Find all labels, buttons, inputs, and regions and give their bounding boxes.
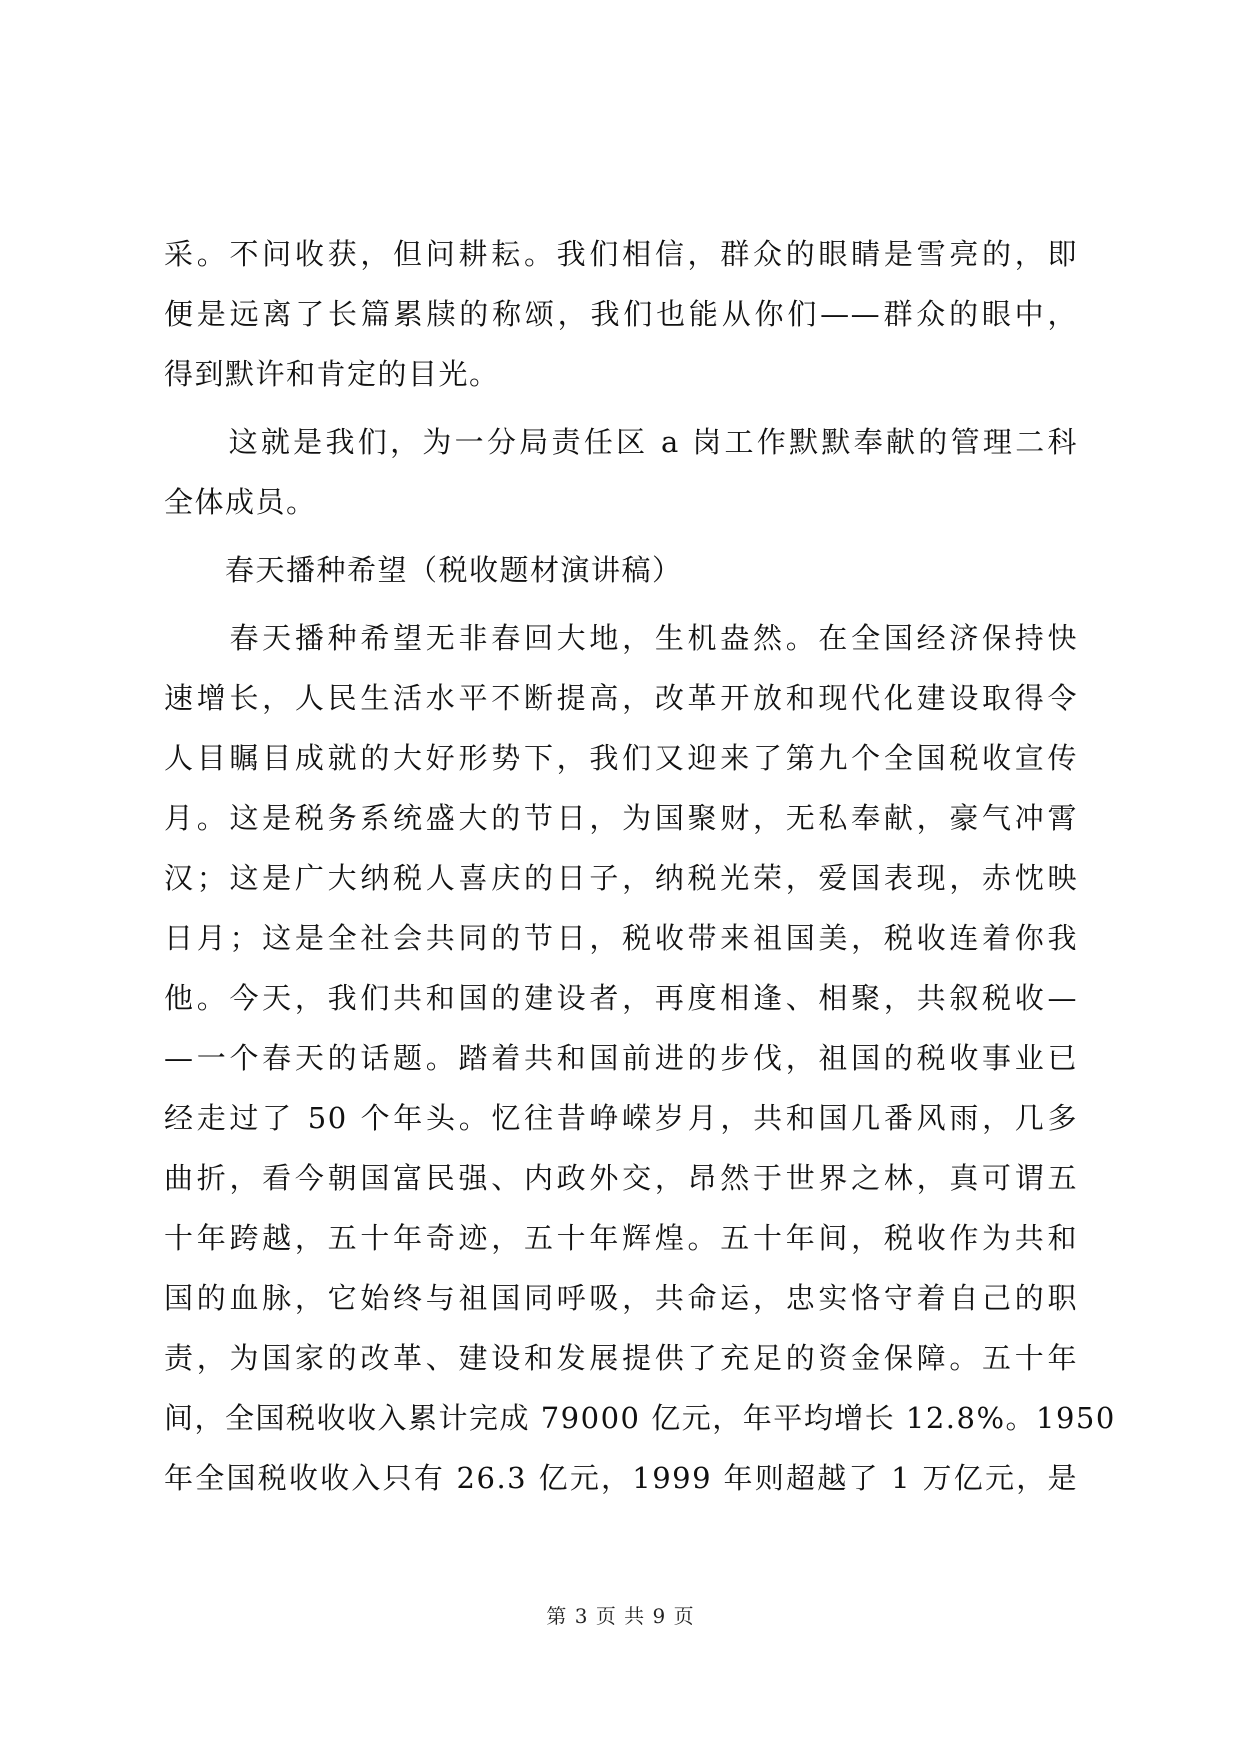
text-line: 责，为国家的改革、建设和发展提供了充足的资金保障。五十年 <box>164 1341 1078 1375</box>
page-number-footer: 第 3 页 共 9 页 <box>546 1604 695 1628</box>
text-line: 人目瞩目成就的大好形势下，我们又迎来了第九个全国税收宣传 <box>164 741 1078 775</box>
text-line: 日月；这是全社会共同的节日，税收带来祖国美，税收连着你我 <box>164 921 1078 955</box>
text-line: 曲折，看今朝国富民强、内政外交，昂然于世界之林，真可谓五 <box>164 1161 1078 1195</box>
text-line: 这就是我们，为一分局责任区 a 岗工作默默奉献的管理二科 <box>164 425 1078 459</box>
text-line: 便是远离了长篇累牍的称颂，我们也能从你们——群众的眼中， <box>164 297 1078 331</box>
text-line: 经走过了 50 个年头。忆往昔峥嵘岁月，共和国几番风雨，几多 <box>164 1101 1078 1135</box>
document-body <box>164 224 1116 1508</box>
section-heading: 春天播种希望（税收题材演讲稿） <box>164 553 683 587</box>
text-line: 年全国税收收入只有 26.3 亿元，1999 年则超越了 1 万亿元，是 <box>164 1461 1078 1495</box>
text-line: 国的血脉，它始终与祖国同呼吸，共命运，忠实恪守着自己的职 <box>164 1281 1078 1315</box>
text-line: 得到默许和肯定的目光。 <box>164 357 500 391</box>
text-line: 采。不问收获，但问耕耘。我们相信，群众的眼睛是雪亮的，即 <box>164 237 1078 271</box>
text-line: 春天播种希望无非春回大地，生机盎然。在全国经济保持快 <box>164 621 1078 655</box>
text-line: 月。这是税务系统盛大的节日，为国聚财，无私奉献，豪气冲霄 <box>164 801 1078 835</box>
text-line: 间，全国税收收入累计完成 79000 亿元，年平均增长 12.8%。1950 <box>164 1401 1116 1435</box>
text-line: —一个春天的话题。踏着共和国前进的步伐，祖国的税收事业已 <box>164 1041 1078 1075</box>
text-line: 汉；这是广大纳税人喜庆的日子，纳税光荣，爱国表现，赤忱映 <box>164 861 1078 895</box>
text-line: 他。今天，我们共和国的建设者，再度相逢、相聚，共叙税收— <box>164 981 1078 1015</box>
text-line: 十年跨越，五十年奇迹，五十年辉煌。五十年间，税收作为共和 <box>164 1221 1078 1255</box>
text-line: 速增长，人民生活水平不断提高，改革开放和现代化建设取得令 <box>164 681 1078 715</box>
text-line: 全体成员。 <box>164 485 317 519</box>
